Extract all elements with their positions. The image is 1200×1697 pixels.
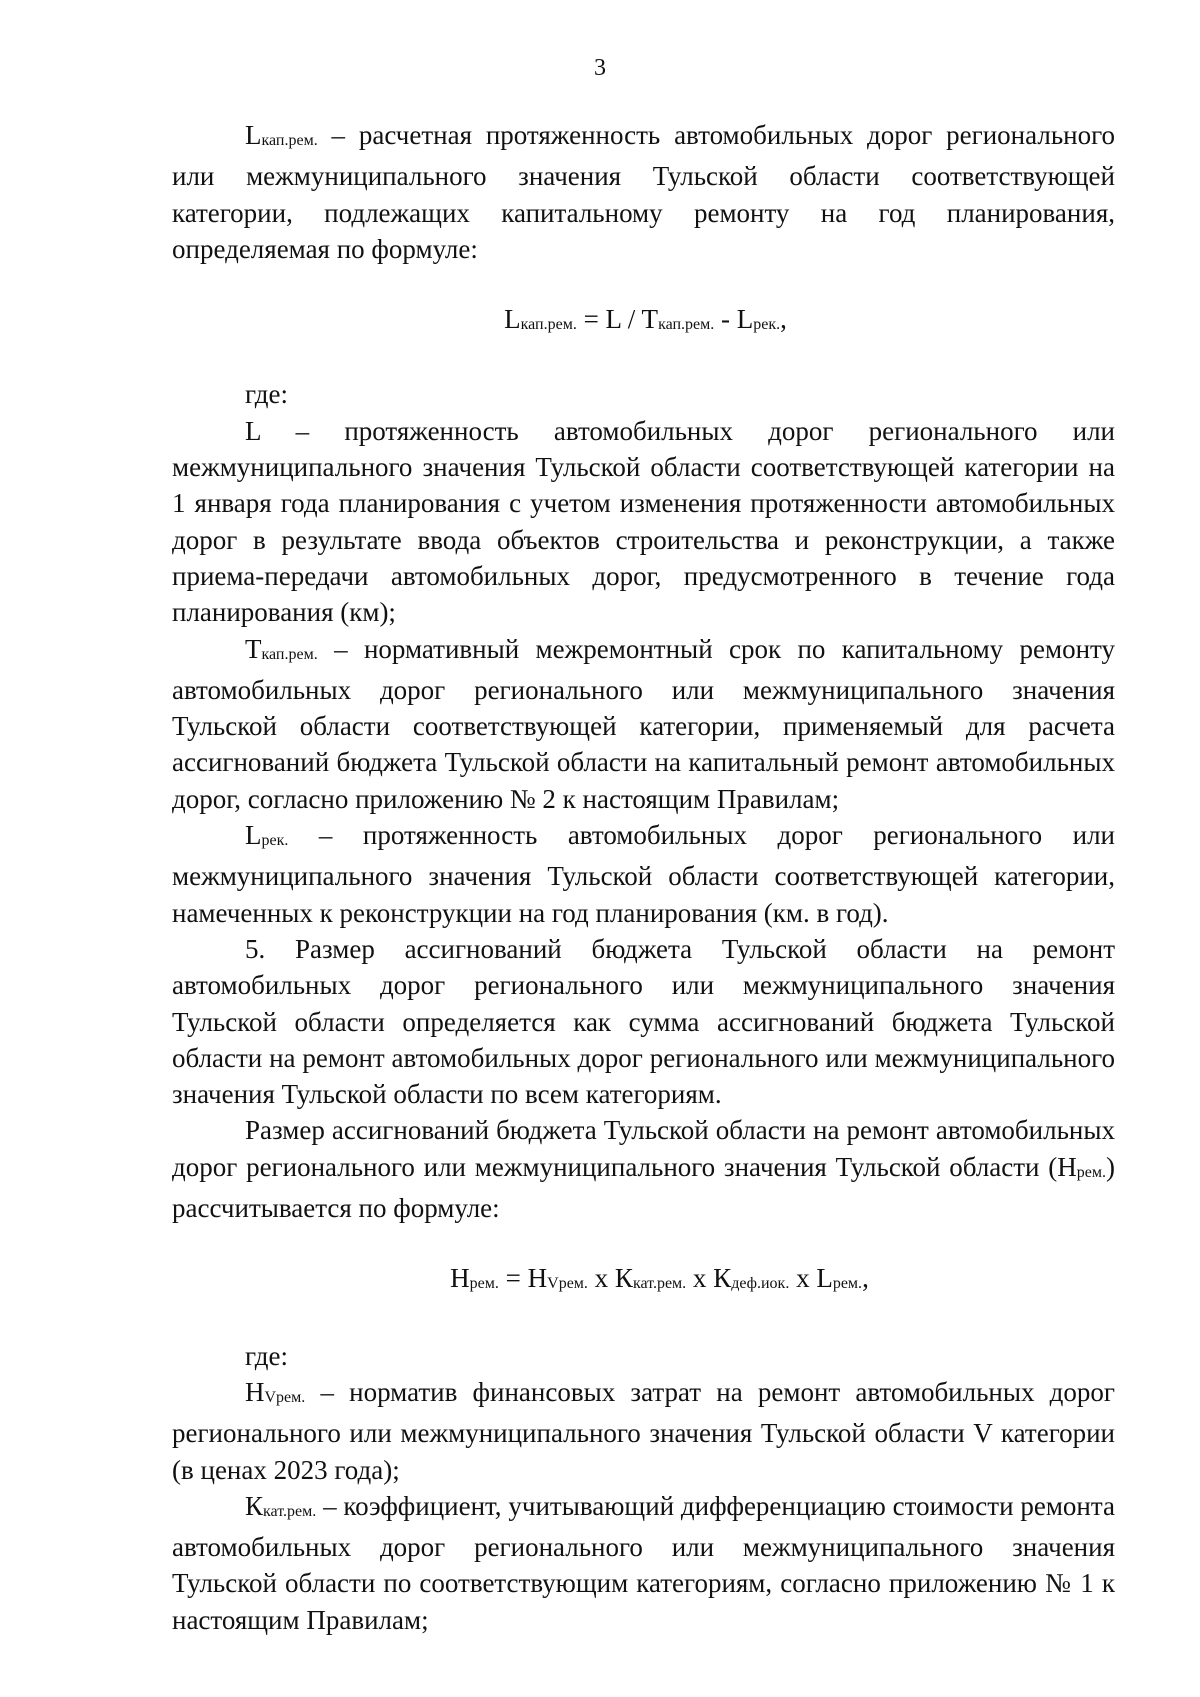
paragraph xyxy=(172,117,1115,267)
variable-subscript: Vрем. xyxy=(264,1388,306,1406)
variable-subscript: кап.рем. xyxy=(261,645,318,663)
formula-subscript: деф.иок. xyxy=(731,1275,790,1293)
formula xyxy=(172,301,1115,342)
paragraph-subscript: рем. xyxy=(1076,1163,1106,1181)
variable-symbol: T xyxy=(245,633,262,664)
paragraph-text: – коэффициент, учитывающий дифференциацию стоимости ремонта автомобильных дорог регионального или межмуниципального значения Тульской области по соответствующим категориям, согласно приложению № 1 к настоящим Правилам; xyxy=(172,1490,1115,1635)
variable-subscript: кап.рем. xyxy=(261,132,318,149)
variable-subscript: рек. xyxy=(261,832,289,850)
document-body xyxy=(172,117,1115,1638)
paragraph-text: – расчетная протяженность автомобильных дорог регионального или межмуниципального значения Тульской области соответствующей категории, подлежащих капитальному ремонту на год планирования, определяемая по формуле: xyxy=(172,120,1115,264)
paragraph-text: – протяженность автомобильных дорог регионального или межмуниципального значения Тульской области соответствующей категории, намеченных к реконструкции на год планирования (км. в год). xyxy=(172,820,1115,928)
paragraph xyxy=(172,413,1115,631)
where-label: где: xyxy=(245,379,288,410)
paragraph-text: Размер ассигнований бюджета Тульской области на ремонт автомобильных дорог регионального или межмуниципального значения Тульской области (Н xyxy=(172,1115,1115,1182)
paragraph-text: – норматив финансовых затрат на ремонт автомобильных дорог регионального или межмуниципального значения Тульской области V категории (в ценах 2023 года); xyxy=(172,1376,1115,1485)
formula-text: = Н xyxy=(498,1263,548,1294)
paragraph xyxy=(172,1112,1115,1226)
paragraph xyxy=(172,931,1115,1112)
formula-subscript: Vрем. xyxy=(547,1275,588,1293)
formula-subscript: рек. xyxy=(753,316,781,334)
formula-text: = L / T xyxy=(576,304,659,335)
formula-subscript: рем. xyxy=(469,1275,499,1293)
formula-subscript: рем. xyxy=(832,1275,863,1293)
variable-symbol: Н xyxy=(245,1376,265,1407)
formula-text: х L xyxy=(789,1263,833,1294)
formula xyxy=(172,1260,1115,1301)
formula-text: - L xyxy=(714,304,754,335)
variable-subscript: кат.рем. xyxy=(263,1502,317,1520)
variable-symbol: L xyxy=(245,120,262,150)
formula-text: х К xyxy=(686,1263,732,1294)
formula-text: Н xyxy=(450,1263,470,1294)
formula-subscript: кат.рем. xyxy=(632,1275,687,1293)
where-label: где: xyxy=(245,1340,288,1371)
paragraph xyxy=(172,817,1115,931)
variable-symbol: К xyxy=(245,1490,264,1521)
formula-subscript: кап.рем. xyxy=(658,316,715,334)
formula-text: х К xyxy=(587,1263,633,1294)
formula-subscript: кап.рем. xyxy=(520,316,577,334)
paragraph-text: ) рассчитывается по формуле: xyxy=(172,1151,1115,1224)
paragraph xyxy=(172,1374,1115,1488)
paragraph-text: – протяженность автомобильных дорог регионального или межмуниципального значения Тульской области соответствующей категории на 1 января года планирования с учетом изменения протяженности автомобильных дорог в результате ввода объектов строительства и реконструкции, а также приема-передачи автомобильных дорог, предусмотренного в течение года планирования (км); xyxy=(172,415,1115,628)
page-number: 3 xyxy=(594,55,606,81)
formula-text: L xyxy=(504,304,521,335)
variable-symbol: L xyxy=(245,415,261,446)
paragraph xyxy=(172,1488,1115,1638)
formula-text: , xyxy=(780,304,787,335)
paragraph xyxy=(172,631,1115,817)
formula-text: , xyxy=(862,1263,869,1294)
variable-symbol: L xyxy=(245,820,262,851)
paragraph-text: 5. Размер ассигнований бюджета Тульской области на ремонт автомобильных дорог регионального или межмуниципального значения Тульской области определяется как сумма ассигнований бюджета Тульской области на ремонт автомобильных дорог регионального или межмуниципального значения Тульской области по всем категориям. xyxy=(172,933,1115,1110)
paragraph-text: – нормативный межремонтный срок по капитальному ремонту автомобильных дорог регионального или межмуниципального значения Тульской области соответствующей категории, применяемый для расчета ассигнований бюджета Тульской области на капитальный ремонт автомобильных дорог, согласно приложению № 2 к настоящим Правилам; xyxy=(172,633,1115,814)
